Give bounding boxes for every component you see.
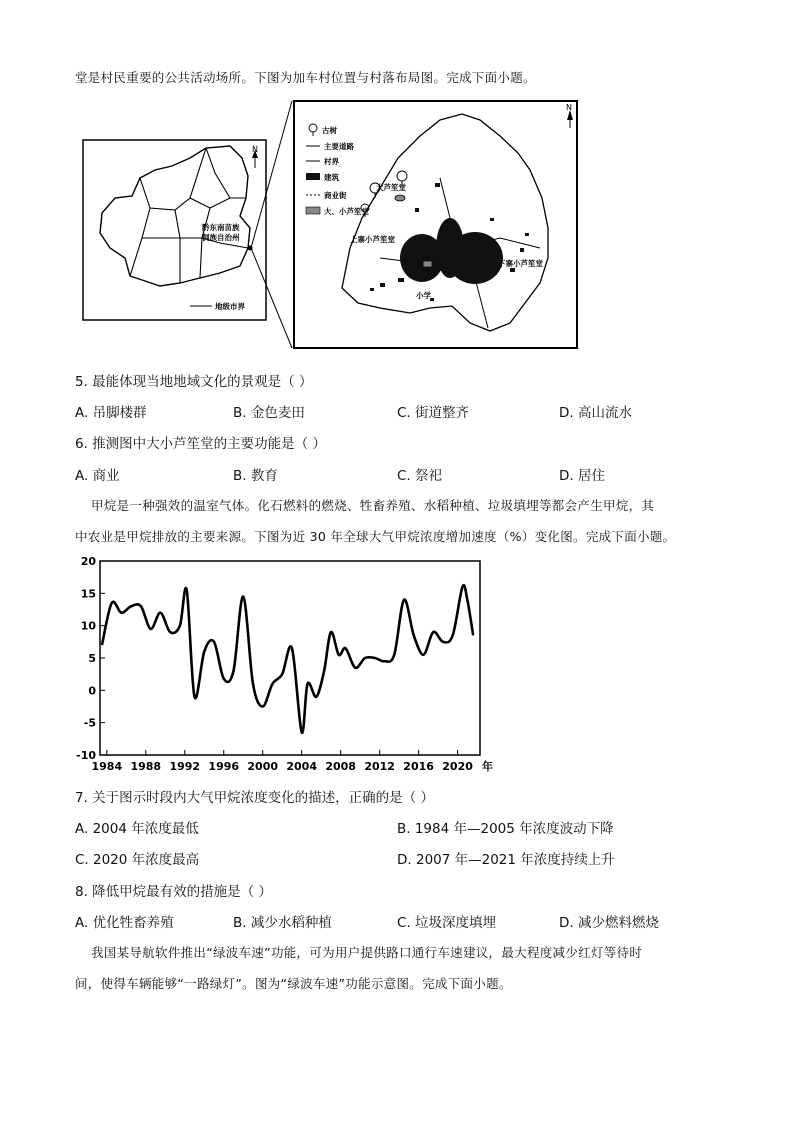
- y-tick-label: 10: [80, 619, 96, 633]
- village-location-map-figure: [80, 98, 580, 350]
- legend-commercial-street: 商业街: [324, 191, 347, 200]
- x-tick-label: 1984: [91, 760, 123, 773]
- y-tick-label: 20: [80, 555, 96, 568]
- intro-paragraph-2-line-1: 甲烷是一种强效的温室气体。化石燃料的燃烧、牲畜养殖、水稻种植、垃圾填埋等都会产生甲烷，其: [91, 498, 655, 513]
- q7-option-a[interactable]: A. 2004 年浓度最低: [75, 821, 199, 837]
- series-line-0: [102, 585, 473, 733]
- y-tick-label: 0: [88, 684, 96, 698]
- x-tick-label: 1996: [208, 760, 240, 773]
- q8-option-c[interactable]: C. 垃圾深度填埋: [397, 915, 497, 931]
- legend-road: 主要道路: [324, 142, 354, 151]
- region-label-2: 侗族自治州: [202, 233, 240, 242]
- label-school: 小学: [416, 291, 431, 300]
- plot-frame: [100, 561, 480, 755]
- legend-lusheng-hall: 大、小芦笙堂: [324, 207, 369, 216]
- q8-option-b[interactable]: B. 减少水稻种植: [233, 915, 332, 931]
- q5-stem: 5. 最能体现当地地域文化的景观是（ ）: [75, 374, 313, 390]
- methane-growth-chart: [70, 553, 500, 783]
- right-map-frame: [294, 101, 577, 348]
- region-label-1: 黔东南苗族: [202, 223, 240, 232]
- right-north-label: N: [566, 103, 572, 112]
- x-unit-label: 年: [482, 760, 493, 773]
- x-tick-label: 1992: [169, 760, 201, 773]
- x-tick-label: 2000: [247, 760, 279, 773]
- legend-tree: 古树: [322, 126, 337, 135]
- label-big-hall: 大芦笙堂: [376, 183, 406, 192]
- x-tick-label: 2020: [442, 760, 473, 773]
- q7-stem: 7. 关于图示时段内大气甲烷浓度变化的描述，正确的是（ ）: [75, 790, 434, 806]
- y-tick-label: 15: [80, 587, 96, 601]
- left-north-label: N: [252, 145, 258, 154]
- q6-option-a[interactable]: A. 商业: [75, 468, 120, 484]
- q7-option-b[interactable]: B. 1984 年—2005 年浓度波动下降: [397, 821, 614, 837]
- y-tick-label: -10: [76, 749, 96, 762]
- x-tick-label: 1988: [130, 760, 162, 773]
- q6-option-b[interactable]: B. 教育: [233, 468, 278, 484]
- intro-paragraph-2-line-2: 中农业是甲烷排放的主要来源。下图为近 30 年全球大气甲烷浓度增加速度（%）变化图。完成下面小题。: [75, 529, 676, 544]
- q6-option-d[interactable]: D. 居住: [559, 468, 605, 484]
- y-tick-label: 5: [88, 652, 96, 665]
- q6-option-c[interactable]: C. 祭祀: [397, 468, 443, 484]
- x-tick-label: 2004: [286, 760, 318, 773]
- label-lower-hall: 下寨小芦笙堂: [498, 259, 543, 268]
- intro-paragraph-3-line-1: 我国某导航软件推出“绿波车速”功能，可为用户提供路口通行车速建议，最大程度减少红灯等待时: [91, 945, 643, 960]
- q5-option-d[interactable]: D. 高山流水: [559, 405, 632, 421]
- q5-option-a[interactable]: A. 吊脚楼群: [75, 405, 147, 421]
- q8-option-a[interactable]: A. 优化牲畜养殖: [75, 915, 174, 931]
- y-tick-label: -5: [83, 716, 96, 730]
- q6-stem: 6. 推测图中大小芦笙堂的主要功能是（ ）: [75, 436, 326, 452]
- legend-building: 建筑: [324, 173, 339, 182]
- q7-option-d[interactable]: D. 2007 年—2021 年浓度持续上升: [397, 852, 615, 868]
- intro-paragraph-1: 堂是村民重要的公共活动场所。下图为加车村位置与村落布局图。完成下面小题。: [75, 70, 536, 85]
- intro-paragraph-3-line-2: 间，使得车辆能够“一路绿灯”。图为“绿波车速”功能示意图。完成下面小题。: [75, 976, 512, 991]
- x-tick-label: 2008: [325, 760, 356, 773]
- q5-option-c[interactable]: C. 街道整齐: [397, 405, 470, 421]
- x-tick-label: 2016: [403, 760, 434, 773]
- boundary-legend-label: 地级市界: [215, 302, 245, 311]
- q8-stem: 8. 降低甲烷最有效的措施是（ ）: [75, 884, 272, 900]
- q7-option-c[interactable]: C. 2020 年浓度最高: [75, 852, 200, 868]
- label-upper-hall: 上寨小芦笙堂: [350, 235, 395, 244]
- q5-option-b[interactable]: B. 金色麦田: [233, 405, 305, 421]
- legend-village-boundary: 村界: [324, 157, 339, 166]
- q8-option-d[interactable]: D. 减少燃料燃烧: [559, 915, 659, 931]
- x-tick-label: 2012: [364, 760, 395, 773]
